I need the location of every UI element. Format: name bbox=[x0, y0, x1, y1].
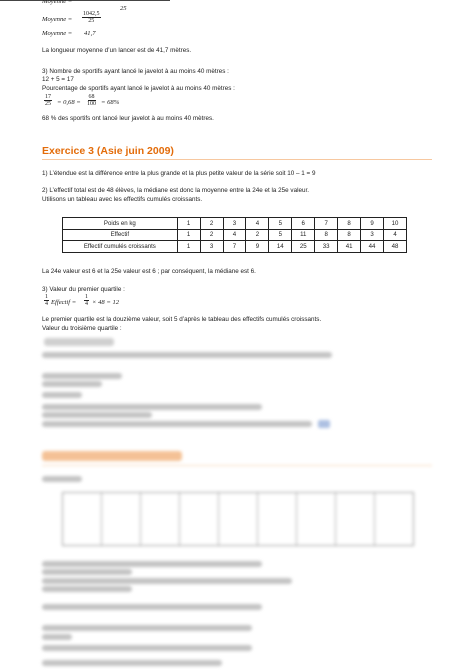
table-cell: 5 bbox=[269, 218, 292, 230]
table-cell: 8 bbox=[338, 218, 361, 230]
table-cell: 6 bbox=[292, 218, 315, 230]
fraction-bar-top bbox=[0, 0, 170, 3]
table-cell: 3 bbox=[223, 218, 246, 230]
blurred-line bbox=[42, 625, 252, 631]
row-label: Poids en kg bbox=[63, 218, 178, 230]
table-cell: 4 bbox=[246, 218, 269, 230]
blurred-line bbox=[42, 476, 82, 482]
quartile-fraction-1 bbox=[44, 294, 49, 308]
table-cell: 4 bbox=[384, 229, 407, 241]
table-cell: 8 bbox=[338, 229, 361, 241]
row-label: Effectif cumulés croissants bbox=[63, 241, 178, 253]
pct-fraction-2 bbox=[87, 94, 96, 108]
exercise-3-rule bbox=[42, 159, 432, 160]
q3-sum: 12 + 5 = 17 bbox=[42, 76, 74, 83]
fraction-numerator: 1042,5 bbox=[83, 11, 100, 17]
blurred-line bbox=[42, 392, 82, 398]
pct-fraction-1 bbox=[44, 94, 52, 108]
blurred-line bbox=[42, 404, 262, 410]
pct-f1-den: 25 bbox=[45, 101, 51, 108]
blurred-line bbox=[42, 421, 312, 427]
blurred-line bbox=[42, 578, 292, 584]
blurred-line bbox=[42, 569, 132, 575]
table-cell: 7 bbox=[315, 218, 338, 230]
blurred-line bbox=[42, 645, 252, 651]
pct-f1-num: 17 bbox=[45, 94, 51, 100]
pct-f2-den: 100 bbox=[87, 101, 96, 108]
fraction-denominator: 25 bbox=[88, 18, 95, 25]
table-cell: 48 bbox=[384, 241, 407, 253]
q-f2-num: 1 bbox=[85, 294, 88, 300]
blurred-line bbox=[42, 373, 122, 379]
table-cell: 1 bbox=[177, 241, 200, 253]
quartile-fraction-2 bbox=[84, 294, 89, 308]
ex3-p2a: 2) L’effectif total est de 48 élèves, la médiane est donc la moyenne entre la 24e et la 25e valeur. bbox=[42, 187, 309, 194]
table-row bbox=[63, 229, 407, 241]
poids-table bbox=[62, 217, 407, 253]
blurred-line bbox=[42, 660, 222, 666]
table-row bbox=[63, 218, 407, 230]
exercise-3-title: Exercice 3 (Asie juin 2009) bbox=[42, 145, 174, 157]
table-cell: 9 bbox=[246, 241, 269, 253]
q-f1-den: 4 bbox=[45, 301, 48, 308]
table-cell: 9 bbox=[361, 218, 384, 230]
blurred-mark bbox=[318, 420, 330, 428]
table-cell: 2 bbox=[200, 218, 223, 230]
blurred-line bbox=[42, 586, 132, 592]
table-cell: 33 bbox=[315, 241, 338, 253]
quartile-p2: Valeur du troisième quartile : bbox=[42, 325, 122, 332]
quartile-effectif: Effectif = bbox=[51, 299, 77, 306]
blurred-rule bbox=[42, 465, 432, 466]
moyenne-sentence: La longueur moyenne d’un lancer est de 41,7 mètres. bbox=[42, 47, 192, 54]
table-cell: 2 bbox=[200, 229, 223, 241]
quartile-eq-end: × 48 = 12 bbox=[92, 299, 120, 306]
q3-quartile-title: 3) Valeur du premier quartile : bbox=[42, 286, 125, 293]
table-cell: 10 bbox=[384, 218, 407, 230]
table-cell: 3 bbox=[361, 229, 384, 241]
moyenne-label-2: Moyenne = bbox=[42, 16, 73, 23]
pct-end: = 68% bbox=[101, 99, 120, 106]
q3-conclusion: 68 % des sportifs ont lancé leur javelot à au moins 40 mètres. bbox=[42, 115, 214, 122]
table-cell: 4 bbox=[223, 229, 246, 241]
table-cell: 3 bbox=[200, 241, 223, 253]
pct-mid: = 0,68 = bbox=[57, 99, 81, 106]
q3-pct-heading: Pourcentage de sportifs ayant lancé le javelot à au moins 40 mètres : bbox=[42, 85, 235, 92]
q-f1-num: 1 bbox=[45, 294, 48, 300]
moyenne-result: 41,7 bbox=[84, 30, 96, 37]
blurred-line bbox=[42, 352, 332, 358]
table-cell: 7 bbox=[223, 241, 246, 253]
q-f2-den: 4 bbox=[85, 301, 88, 308]
pct-f2-num: 68 bbox=[88, 94, 95, 100]
moyenne-fraction bbox=[82, 11, 101, 25]
table-cell: 41 bbox=[338, 241, 361, 253]
table-cell: 1 bbox=[177, 218, 200, 230]
ex3-p1: 1) L’étendue est la différence entre la plus grande et la plus petite valeur de la série soit 10 – 1 = 9 bbox=[42, 170, 316, 177]
ex3-p2b: Utilisons un tableau avec les effectifs cumulés croissants. bbox=[42, 196, 203, 203]
quartile-p1: Le premier quartile est la douzième valeur, soit 5 d’après le tableau des effectifs cumulés croissants. bbox=[42, 316, 322, 323]
blurred-line bbox=[42, 381, 102, 387]
table-row bbox=[63, 241, 407, 253]
blurred-line bbox=[42, 412, 152, 418]
blurred-line bbox=[42, 561, 262, 567]
blurred-line bbox=[42, 604, 262, 610]
median-text: La 24e valeur est 6 et la 25e valeur est 6 ; par conséquent, la médiane est 6. bbox=[42, 268, 256, 275]
table-cell: 8 bbox=[315, 229, 338, 241]
blurred-line bbox=[44, 338, 114, 346]
moyenne-label-3: Moyenne = bbox=[42, 30, 73, 37]
denominator-top: 25 bbox=[120, 5, 127, 12]
blurred-table bbox=[62, 492, 414, 546]
table-cell: 2 bbox=[246, 229, 269, 241]
blurred-line bbox=[42, 634, 72, 640]
table-cell: 5 bbox=[269, 229, 292, 241]
blurred-heading bbox=[42, 451, 182, 461]
table-cell: 14 bbox=[269, 241, 292, 253]
q3-heading: 3) Nombre de sportifs ayant lancé le javelot à au moins 40 mètres : bbox=[42, 68, 229, 75]
moyenne-label-1: Moyenne = bbox=[42, 0, 73, 5]
row-label: Effectif bbox=[63, 229, 178, 241]
table-cell: 44 bbox=[361, 241, 384, 253]
table-cell: 11 bbox=[292, 229, 315, 241]
table-cell: 1 bbox=[177, 229, 200, 241]
table-cell: 25 bbox=[292, 241, 315, 253]
